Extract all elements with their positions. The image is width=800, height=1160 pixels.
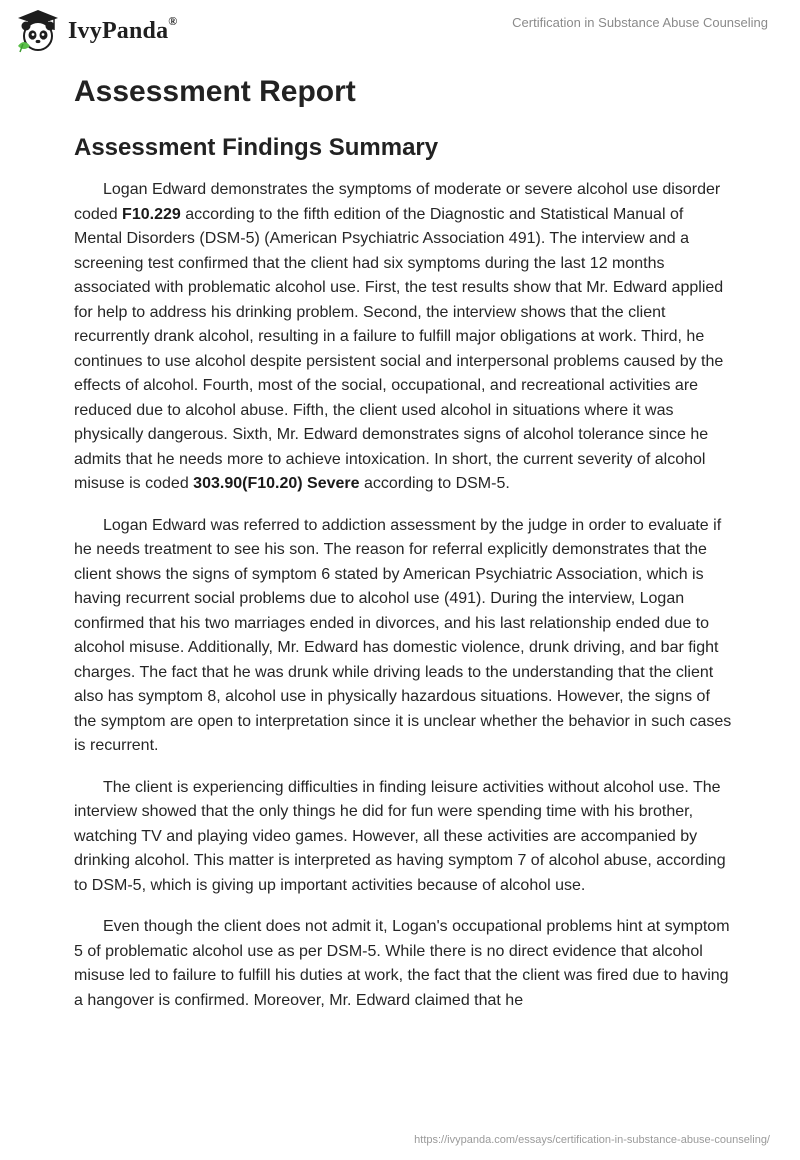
logo-text: IvyPanda® [68,13,178,44]
paragraph-4: Even though the client does not admit it, Logan's occupational problems hint at symptom 5 of problematic alcohol use as per DSM-5. While there is no direct evidence that alcohol misuse led to failure to fulfill his duties at work, the fact that the client was fired due to having a hangover is confirmed. Moreover, Mr. Edward claimed that he [74,918,730,1009]
panda-graduate-icon [14,8,62,54]
page-header [0,0,800,70]
diagnosis-code: F10.229 [122,205,181,223]
paragraph-3: The client is experiencing difficulties in finding leisure activities without alcohol use. The interview showed that the only things he did for fun were spending time with his brother, watching TV and playing video games. However, all these activities are accompanied by drinking alcohol. This matter is interpreted as having symptom 7 of alcohol abuse, according to DSM-5, which is giving up important activities because of alcohol use. [74,778,726,894]
section-heading: Assessment Findings Summary [74,134,439,161]
source-url[interactable]: https://ivypanda.com/essays/certification-in-substance-abuse-counseling/ [414,1134,770,1146]
document-title: Certification in Substance Abuse Counseling [512,15,768,30]
document-body [74,74,734,1013]
ivypanda-logo[interactable] [14,8,177,54]
paragraph-1: Logan Edward demonstrates the symptoms of moderate or severe alcohol use disorder coded F10.229 according to the fifth edition of the Diagnostic and Statistical Manual of Mental Disorders (DSM-5) (American Psychiatric Association 491). The interview and a screening test confirmed that the client had six symptoms during the last 12 months associated with problematic alcohol use. First, the test results show that Mr. Edward applied for help to address his drinking problem. Second, the interview shows that the client recurrently drank alcohol, resulting in a failure to fulfill major obligations at work. Third, he continues to use alcohol despite persistent social and interpersonal problems caused by the effects of alcohol. Fourth, most of the social, occupational, and recreational activities are reduced due to alcohol abuse. Fifth, the client used alcohol in situations where it was physically dangerous. Sixth, Mr. Edward demonstrates signs of alcohol tolerance since he admits that he needs more to achieve intoxication. In short, the current severity of alcohol misuse is coded 303.90(F10.20) Severe according to DSM-5. [74,181,724,492]
severity-code: 303.90(F10.20) Severe [193,475,360,492]
paragraph-2: Logan Edward was referred to addiction assessment by the judge in order to evaluate if he needs treatment to see his son. The reason for referral explicitly demonstrates that the client shows the signs of symptom 6 stated by American Psychiatric Association, which is having recurrent social problems due to alcohol use (491). During the interview, Logan confirmed that his two marriages ended in divorces, and his last relationship ended due to alcohol misuse. Additionally, Mr. Edward has domestic violence, drunk driving, and bar fight charges. The fact that he was drunk while driving leads to the understanding that the client also has symptom 8, alcohol use in physically hazardous situations. However, the signs of the symptom are open to interpretation since it is unclear whether the behavior in such cases is recurrent. [74,516,732,754]
page-title: Assessment Report [74,75,356,108]
